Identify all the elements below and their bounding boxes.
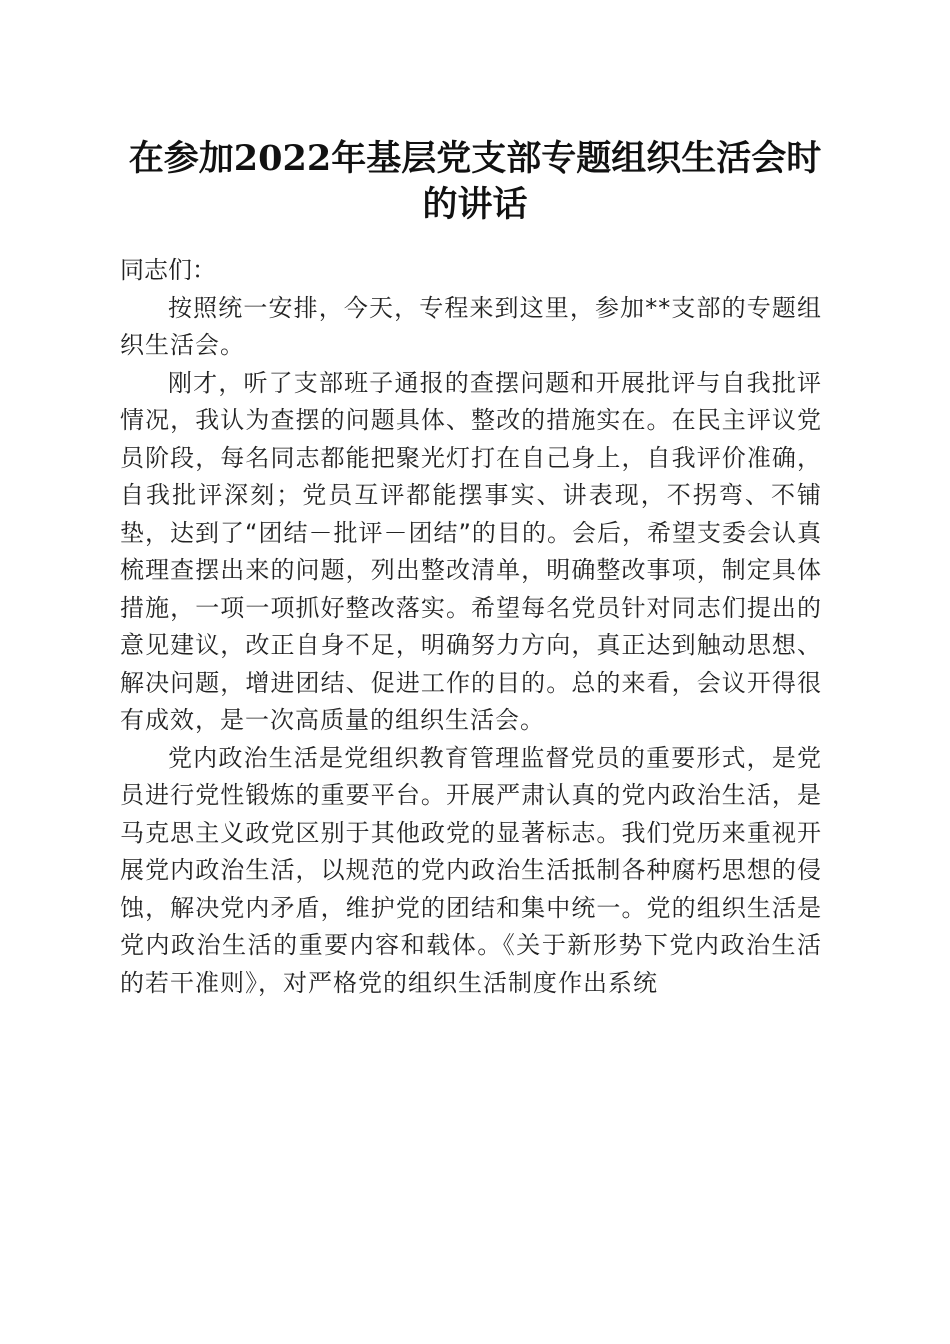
title-line-2: 的讲话 — [422, 184, 528, 225]
document-body — [120, 252, 822, 1002]
paragraph-3: 党内政治生活是党组织教育管理监督党员的重要形式，是党员进行党性锻炼的重要平台。开展严肃认真的党内政治生活，是马克思主义政党区别于其他政党的显著标志。我们党历来重视开展党内政治生活，以规范的党内政治生活抵制各种腐朽思想的侵蚀，解决党内矛盾，维护党的团结和集中统一。党的组织生活是党内政治生活的重要内容和载体。《关于新形势下党内政治生活的若干准则》，对严格党的组织生活制度作出系统 — [120, 743, 822, 997]
paragraph-2: 刚才，听了支部班子通报的查摆问题和开展批评与自我批评情况，我认为查摆的问题具体、整改的措施实在。在民主评议党员阶段，每名同志都能把聚光灯打在自己身上，自我评价准确，自我批评深刻；党员互评都能摆事实、讲表现，不拐弯、不铺垫，达到了“团结－批评－团结”的目的。会后，希望支委会认真梳理查摆出来的问题，列出整改清单，明确整改事项，制定具体措施，一项一项抓好整改落实。希望每名党员针对同志们提出的意见建议，改正自身不足，明确努力方向，真正达到触动思想、解决问题，增进团结、促进工作的目的。总的来看，会议开得很有成效，是一次高质量的组织生活会。 — [120, 368, 822, 734]
title-line-1: 在参加2022年基层党支部专题组织生活会时 — [128, 138, 822, 179]
document-title — [100, 136, 850, 228]
paragraph-1: 按照统一安排，今天，专程来到这里，参加**支部的专题组织生活会。 — [120, 293, 822, 359]
salutation: 同志们： — [120, 256, 216, 284]
